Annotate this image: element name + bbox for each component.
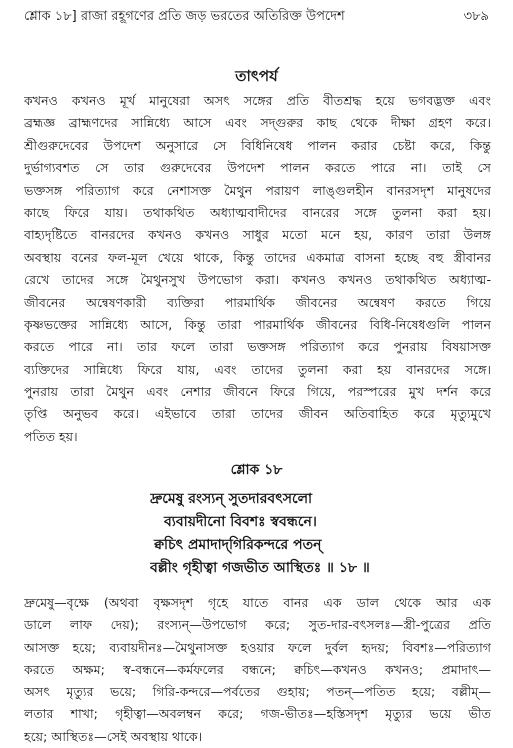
running-title: শ্লোক ১৮] রাজা রহূগণের প্রতি জড় ভরতের অতিরিক্ত উপদেশ	[24, 9, 345, 24]
synonym-line: দ্রুমেষু—বৃক্ষে (অথবা বৃক্ষসদৃশ গৃহে যাতে বানর এক ডাল থেকে আর এক	[24, 595, 491, 610]
sanskrit-verse	[150, 488, 493, 580]
purport-line: জীবনের অন্বেষণকারী ব্যক্তিরা পারমার্থিক জীবনের অন্বেষণ করতে গিয়ে	[24, 294, 491, 310]
synonym-line: হয়ে; আস্থিতঃ—সেই অবস্থায় থাকে।	[24, 728, 203, 744]
verse-line: বল্লীং গৃহীত্বা গজভীত আস্থিতঃ ॥ ১৮ ॥	[150, 560, 370, 576]
purport-line: কখনও কখনও মূর্খ মানুষেরা অসৎ সঙ্গের প্রতি বীতশ্রদ্ধ হয়ে ভগবদ্ভক্ত এবং	[24, 93, 491, 108]
purport-line: ব্রহ্মজ্ঞ ব্রাহ্মণদের সান্নিধ্যে আসে এবং সদ্গুরুর কাছ থেকে দীক্ষা গ্রহণ করে।	[24, 115, 491, 131]
purport-line: শ্রীগুরুদেবের উপদেশ অনুসারে সে বিধিনিষেধ পালন করার চেষ্টা করে, কিন্তু	[24, 137, 491, 153]
purport-text	[24, 90, 491, 448]
verse-line: দ্রুমেষু রংস্যন্ সুতদারবৎসলো	[150, 491, 313, 507]
purport-line: বাহ্যদৃষ্টিতে বানরদের কখনও কখনও সাধুর মতো মনে হয়, কারণ তারা উলঙ্গ	[24, 227, 491, 243]
purport-line: পতিত হয়।	[24, 428, 78, 444]
synonym-line: অসৎ মৃত্যুর ভয়ে; গিরি-কন্দরে—পর্বতের গুহায়; পতন্—পতিত হয়ে; বল্লীম্—	[24, 684, 491, 700]
synonym-line: করতে অক্ষম; স্ব-বন্ধনে—কর্মফলের বন্ধনে; ক্বচিৎ—কখনও কখনও; প্রমাদাৎ—	[24, 661, 491, 677]
verse-number: শ্লোক ১৮	[230, 462, 283, 478]
purport-line: অবস্থায় বনের ফল-মূল খেয়ে থাকে, কিন্তু তাদের একমাত্র বাসনা হচ্ছে বহু স্ত্রীবানর	[24, 249, 491, 265]
purport-heading: তাৎপর্য	[235, 67, 278, 85]
synonym-line: আসক্ত হয়ে; ব্যবায়দীনঃ—মৈথুনাসক্ত হওয়ার ফলে দুর্বল হৃদয়; বিবশঃ—পরিত্যাগ	[24, 639, 491, 655]
page-header	[24, 6, 489, 28]
verse-line: ক্বচিৎ প্রমাদাদ্‌গিরিকন্দরে পতন্	[154, 537, 322, 553]
purport-line: ব্যক্তিদের সান্নিধ্যে ফিরে যায়, এবং তাদের তুলনা করা হয় বানরদের সঙ্গে।	[24, 361, 491, 377]
synonym-line: লতার শাখা; গৃহীত্বা—অবলম্বন করে; গজ-ভীতঃ—হস্তিসদৃশ মৃত্যুর ভয়ে ভীত	[24, 706, 491, 722]
purport-line: দুর্ভাগ্যবশত সে তার গুরুদেবের উপদেশ পালন করতে পারে না। তাই সে	[24, 160, 491, 176]
purport-line: রেখে তাদের সঙ্গে মৈথুনসুখ উপভোগ করা। কখনও কখনও তথাকথিত অধ্যাত্ম-	[24, 272, 491, 288]
purport-line: ভক্তসঙ্গ পরিত্যাগ করে নেশাসক্ত মৈথুন পরায়ণ লাঙ্গুলহীন বানরসদৃশ মানুষদের	[24, 182, 491, 198]
purport-line: কাছে ফিরে যায়। তথাকথিত অধ্যাত্মবাদীদের বানরের সঙ্গে তুলনা করা হয়।	[24, 204, 491, 220]
purport-line: করতে পারে না। তার ফলে তারা ভক্তসঙ্গ পরিত্যাগ করে পুনরায় বিষয়াসক্ত	[24, 339, 491, 355]
purport-line: কৃষ্ণভক্তের সান্নিধ্যে আসে, কিন্তু তারা পারমার্থিক জীবনের বিধি-নিষেধগুলি পালন	[24, 316, 491, 332]
synonym-line: ডালে লাফ দেয়); রংস্যন্—উপভোগ করে; সুত-দার-বৎসলঃ—স্ত্রী-পুত্রের প্রতি	[24, 617, 491, 633]
page-number: ৩৮৯	[463, 9, 489, 24]
purport-line: পুনরায় তারা মৈথুন এবং নেশার জীবনে ফিরে গিয়ে, পরস্পরের মুখ দর্শন করে	[24, 384, 491, 400]
verse-line: ব্যবায়দীনো বিবশঃ স্ববন্ধনে।	[164, 514, 317, 530]
purport-line: তৃপ্তি অনুভব করে। এইভাবে তারা তাদের জীবন অতিবাহিত করে মৃত্যুমুখে	[24, 406, 491, 422]
